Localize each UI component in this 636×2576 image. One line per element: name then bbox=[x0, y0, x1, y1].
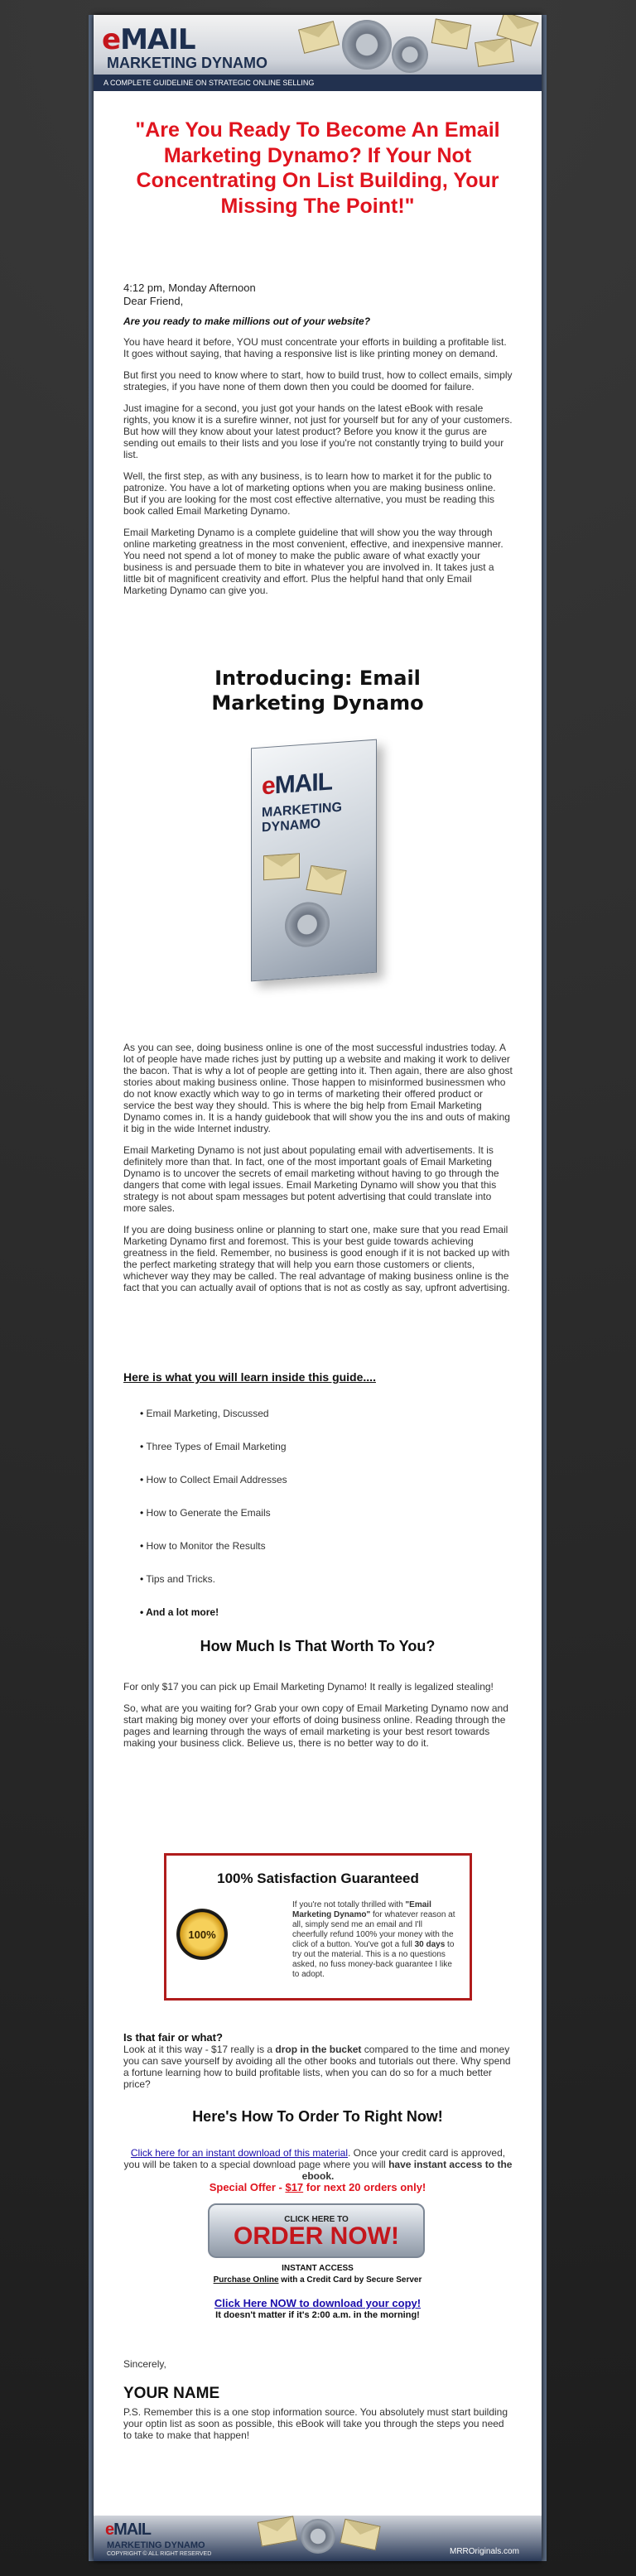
fair-title: Is that fair or what? bbox=[123, 2031, 223, 2044]
guarantee-box bbox=[164, 1853, 472, 2001]
list-item: • How to Collect Email Addresses bbox=[140, 1474, 287, 1507]
instant-download-link[interactable]: Click here for an instant download of this material bbox=[130, 2147, 349, 2159]
logo: eMAIL bbox=[102, 23, 195, 56]
sincerely: Sincerely, bbox=[123, 2358, 166, 2370]
guarantee-seal-icon: 100% bbox=[176, 1909, 228, 1960]
intro-section bbox=[123, 282, 513, 596]
paragraph: But first you need to know where to start, how to build trust, how to collect emails, simply strategies, if you have none of them down then you could be doomed for failure. bbox=[123, 369, 513, 392]
instant-access: INSTANT ACCESS bbox=[282, 2264, 354, 2273]
logo-subtitle: MARKETING DYNAMO bbox=[107, 55, 267, 71]
list-item: • And a lot more! bbox=[140, 1606, 287, 1639]
paragraph: Look at it this way - $17 really is a drop in the bucket compared to the time and money you can save yourself by avoiding all the other books and tutorials out there. Why spend a fortune learning how to build profitable lists, when you can do so for a much better price? bbox=[123, 2044, 511, 2090]
paragraph: Email Marketing Dynamo is not just about populating email with advertisements. It is definitely more than that. In fact, one of the most important goals of Email Marketing Dynamo is to uncover the secrets of email marketing without having to go through the dangers that come with legal issues. Email Marketing Dynamo will show you that this strategy is not about spam messages but potent advertising that could translate into more sales. bbox=[123, 1144, 499, 1214]
envelope-icon bbox=[475, 37, 514, 67]
gear-icon bbox=[392, 36, 428, 73]
fair-section bbox=[123, 2031, 513, 2090]
footer-site: MRROriginals.com bbox=[450, 2547, 519, 2556]
special-offer: Special Offer - $17 for next 20 orders only! bbox=[209, 2181, 426, 2193]
paragraph: You have heard it before, YOU must concentrate your efforts in building a profitable list. It goes without saying, that having a responsive list is like printing money on demand. bbox=[123, 336, 507, 359]
order-title: Here's How To Order To Right Now! bbox=[192, 2108, 443, 2125]
signoff-section bbox=[123, 2358, 513, 2441]
footer-copyright: COPYRIGHT © ALL RIGHT RESERVED bbox=[107, 2551, 212, 2557]
worth-section bbox=[123, 1681, 513, 1749]
header-tagline: A COMPLETE GUIDELINE ON STRATEGIC ONLINE SELLING bbox=[94, 75, 542, 91]
envelope-icon bbox=[340, 2519, 380, 2550]
gear-icon bbox=[285, 901, 330, 949]
footer-banner bbox=[94, 2516, 542, 2561]
envelope-icon bbox=[431, 18, 472, 49]
author-name: YOUR NAME bbox=[123, 2385, 220, 2402]
timestamp: 4:12 pm, Monday Afternoon bbox=[123, 282, 256, 294]
list-item: • Email Marketing, Discussed bbox=[140, 1408, 287, 1441]
envelope-icon bbox=[258, 2516, 298, 2546]
paragraph: For only $17 you can pick up Email Marketing Dynamo! It really is legalized stealing! bbox=[123, 1681, 494, 1692]
gear-icon bbox=[301, 2519, 335, 2554]
learn-list bbox=[140, 1408, 287, 1639]
footer-logo: eMAIL bbox=[105, 2521, 152, 2539]
list-item: • Tips and Tricks. bbox=[140, 1573, 287, 1606]
order-instructions: Click here for an instant download of this material. Once your credit card is approved, you will be taken to a special download page where you will have instant access to the ebook. bbox=[123, 2147, 513, 2182]
page-border-right bbox=[542, 15, 547, 2561]
worth-title: How Much Is That Worth To You? bbox=[200, 1638, 436, 1654]
purchase-info: Purchase Online with a Credit Card by Secure Server bbox=[213, 2275, 422, 2285]
greeting: Dear Friend, bbox=[123, 295, 184, 307]
header-banner bbox=[94, 15, 542, 91]
envelope-icon bbox=[298, 21, 340, 54]
guarantee-title: 100% Satisfaction Guaranteed bbox=[217, 1871, 419, 1886]
download-copy-link[interactable]: Click Here NOW to download your copy! bbox=[214, 2297, 422, 2309]
guarantee-text: If you're not totally thrilled with "Email Marketing Dynamo" for whatever reason at all, simply send me an email and I'll cheerfully refund 100% your money with the click of a button. You've got a full 30 days to try out the material. This is a no questions asked, no fuss money-back guarantee I like to adopt. bbox=[292, 1900, 455, 1979]
learn-title: Here is what you will learn inside this guide.... bbox=[123, 1370, 376, 1384]
list-item: • How to Monitor the Results bbox=[140, 1540, 287, 1573]
envelope-icon bbox=[306, 865, 346, 895]
download-subtext: It doesn't matter if it's 2:00 a.m. in the morning! bbox=[215, 2310, 420, 2320]
product-ebook-cover: eMAIL MARKETING DYNAMO bbox=[234, 735, 400, 1000]
intro-question: Are you ready to make millions out of your website? bbox=[123, 315, 371, 327]
list-item: • Three Types of Email Marketing bbox=[140, 1441, 287, 1474]
paragraph: As you can see, doing business online is one of the most successful industries today. A lot of people have made riches just by putting up a website and making it work to deliver the bacon. That is why a lot of people are getting into it. Then again, there are also ghost stories about making business online. Those happen to misinformed businessmen who do not know exactly which way to go in terms of marketing their offered product or service the best way they should. This is where the big help from Email Marketing Dynamo comes in. It is a handy guidebook that will show you the ins and outs of making it big in the wide Internet industry. bbox=[123, 1042, 513, 1134]
gear-icon bbox=[342, 20, 392, 70]
paragraph: Email Marketing Dynamo is a complete guideline that will show you the way through online marketing greatness in the most convenient, effective, and inexpensive manner. You need not spend a lot of money to make the public aware of what exactly your business is and persuade them to bite in whatever you are involved in. It takes just a little bit of magnificent creativity and effort. Plus the helpful hand that only Email Marketing Dynamo can give you. bbox=[123, 527, 504, 596]
paragraph: Just imagine for a second, you just got your hands on the latest eBook with resale rights, you know it is a surefire winner, not just for yourself but for any of your customers. But how will they know about your latest product? Before you know it the gurus are sending out emails to their lists and you lose if you're not constantly trying to build your list. bbox=[123, 402, 513, 460]
order-now-button[interactable]: CLICK HERE TO ORDER NOW! bbox=[208, 2203, 425, 2258]
postscript: P.S. Remember this is a one stop information source. You absolutely must start building your optin list as soon as possible, this eBook will take you through the steps you need to take to make that happen! bbox=[123, 2406, 508, 2441]
paragraph: So, what are you waiting for? Grab your own copy of Email Marketing Dynamo now and start making big money over your efforts of doing business online. Reading through the pages and learning through the ways of email marketing is your best resort towards making your business click. Believe us, there is no better way to do it. bbox=[123, 1702, 508, 1749]
introducing-title: Introducing: Email Marketing Dynamo bbox=[211, 667, 424, 715]
paragraph: If you are doing business online or planning to start one, make sure that you read Email Marketing Dynamo first and foremost. This is your best guide towards achieving greatness in the field. Remember, no business is good enough if it is not backed up with the perfect marketing strategy that will help you earn those customers or clients, whichever way they may be called. The real advantage of making business online is the fact that you can actually avail of options that is not as costly as say, upfront advertising. bbox=[123, 1224, 510, 1293]
paragraph: Well, the first step, as with any business, is to learn how to market it for the public to patronize. You have a lot of marketing options when you are making business online. But if you are looking for the most cost effective alternative, you must be reading this book called Email Marketing Dynamo. bbox=[123, 470, 496, 517]
body-section bbox=[123, 1042, 513, 1293]
envelope-icon bbox=[263, 853, 300, 880]
list-item: • How to Generate the Emails bbox=[140, 1507, 287, 1540]
page-headline: "Are You Ready To Become An Email Marketing Dynamo? If Your Not Concentrating On List Building, Your Missing The Point!" bbox=[135, 118, 500, 218]
sales-page bbox=[94, 15, 542, 2561]
footer-logo-sub: MARKETING DYNAMO bbox=[107, 2540, 205, 2550]
